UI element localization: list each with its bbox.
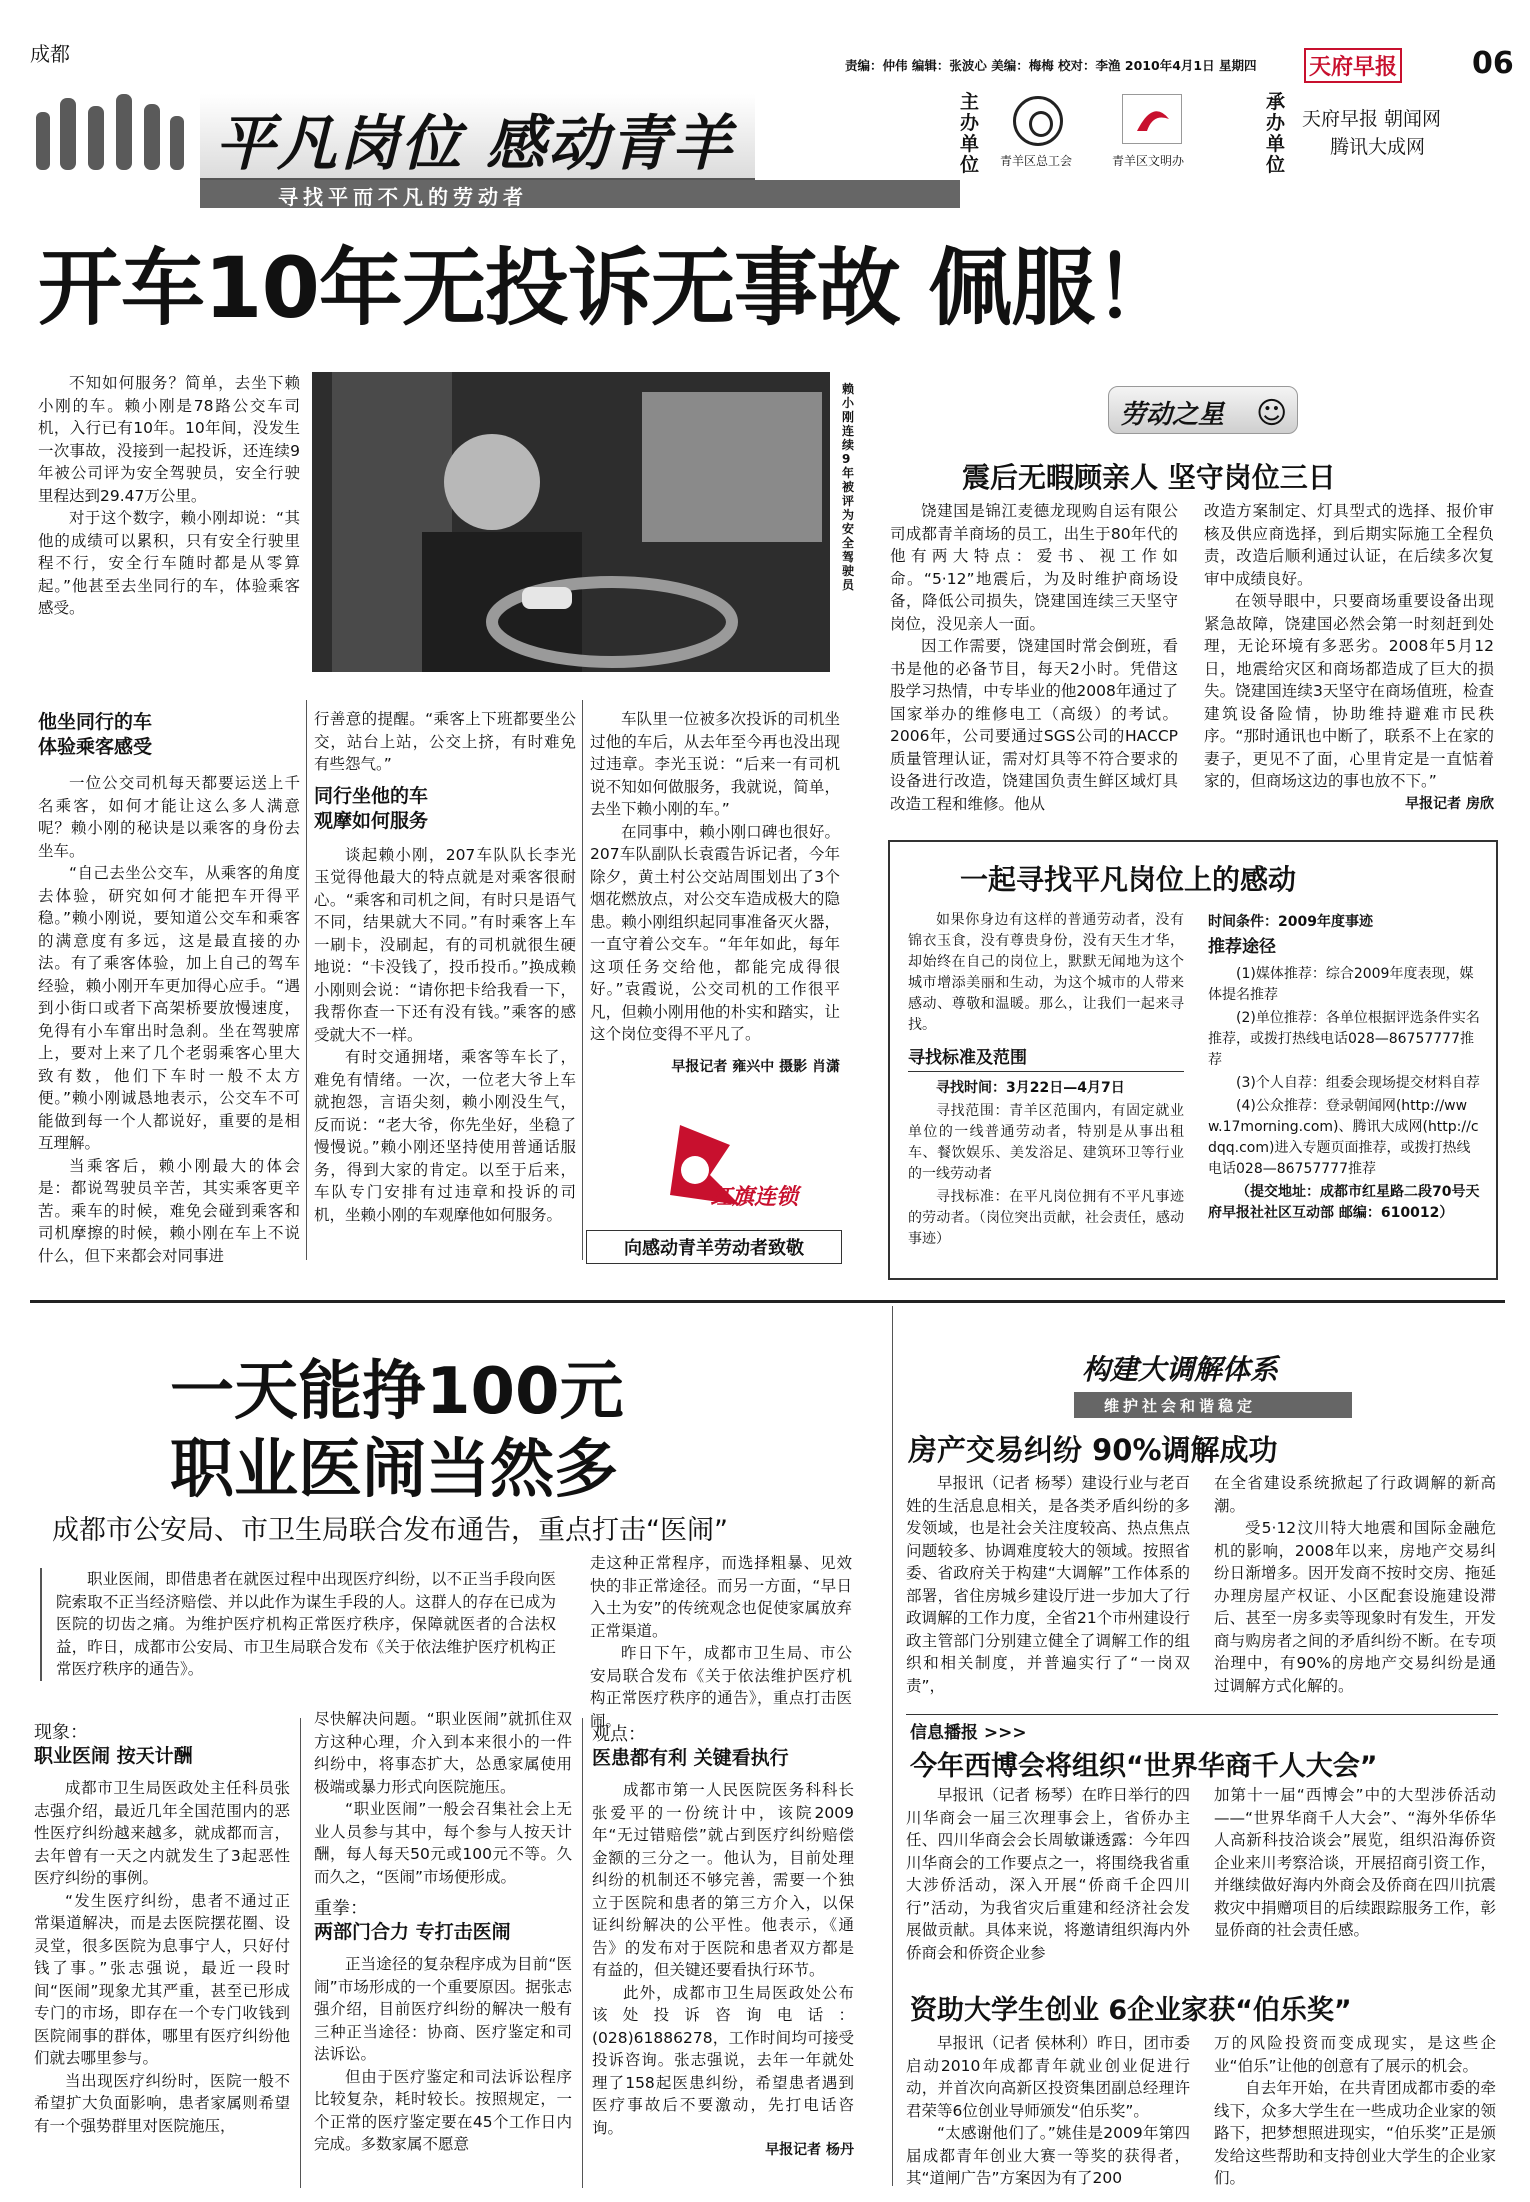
brief-2-para-2: “太感谢他们了。”姚佳是2009年第四届成都青年创业大赛一等奖的获得者，其“道闸广告”方案因为有了200 — [906, 2124, 1190, 2187]
story1-col3 — [590, 708, 840, 1076]
header-editors: 责编：仲伟 编辑：张波心 美编：梅梅 校对：李渔 2010年4月1日 星期四 — [845, 58, 1257, 73]
undertaker-1: 天府早报 朝闻网 — [1302, 108, 1442, 130]
story2-col3 — [592, 1720, 854, 2159]
divider — [582, 700, 583, 1260]
civilization-logo-icon — [1122, 94, 1182, 144]
star-para-1: 饶建国是锦江麦德龙现购自运有限公司成都青羊商场的员工，出生于80年代的他有两大特点：爱书、视工作如命。“5·12”地震后，为及时维护商场设备，降低公司损失，饶建国连续三天坚守岗位，没见亲人一面。 — [890, 502, 1178, 633]
subhead-crackdown: 两部门合力 专打击医闹 — [314, 1921, 511, 1943]
lead-right-2: 昨日下午，成都市卫生局、市公安局联合发布《关于依法维护医疗机构正常医疗秩序的通告》，重点打击医闹。 — [590, 1644, 852, 1730]
brief-1-para-1: 早报讯（记者 杨琴）在昨日举行的四川华商会一届三次理事会上，省侨办主任、四川华商会会长周敏谦透露：今年四川华商会的工作要点之一，将围绕我省重大涉侨活动，深入开展“侨商千企四川行”活动，为我省灾后重建和经济社会发展做贡献。具体来说，将邀请组织海内外侨商会和侨资企业参 — [906, 1786, 1190, 1962]
story1-intro — [38, 372, 300, 620]
search-range: 寻找范围：青羊区范围内，有固定就业单位的一线普通劳动者，特别是从事出租车、餐饮娱乐、美发浴足、建筑环卫等行业的一线劳动者 — [908, 1103, 1184, 1182]
mediate-para-1: 早报讯（记者 杨琴）建设行业与老百姓的生活息息相关，是各类矛盾纠纷的多发领域，也是社会关注度较高、热点焦点问题较多、协调难度较大的领域。按照省委、省政府关于构建“大调解”工作体系的部署，省住房城乡建设厅进一步加大了行政调解的工作力度，全省21个市州建设行政主管部门分别建立健全了调解工作的组织和相关制度，并普遍实行了“一岗双责”， — [906, 1474, 1190, 1695]
search-address: （提交地址：成都市红星路二段70号天府早报社社区互动部 邮编：610012） — [1208, 1184, 1480, 1221]
brief-title-1: 今年西博会将组织“世界华商千人大会” — [910, 1751, 1378, 1782]
brief-2-para-3: 万的风险投资而变成现实，是这些企业“伯乐”让他的创意有了展示的机会。 — [1214, 2034, 1496, 2075]
story2-lead-right — [590, 1552, 852, 1732]
banner-hands-icon — [30, 92, 195, 170]
lead-right-1: 走这种正常程序，而选择粗暴、见效快的非正常途径。而另一方面，“早日入土为安”的传统观念也促使家属放弃正常渠道。 — [590, 1554, 852, 1640]
star-badge-text: 劳动之星 — [1120, 400, 1225, 430]
search-title: 一起寻找平凡岗位上的感动 — [960, 863, 1297, 896]
header-city: 成都 — [30, 42, 70, 66]
brief-2-para-1: 早报讯（记者 侯林利）昨日，团市委启动2010年成都青年就业创业促进行动，并首次向高新区投资集团副总经理许君荣等6位创业导师颁发“伯乐奖”。 — [906, 2034, 1190, 2120]
story2-col1 — [34, 1718, 290, 2137]
brief-divider — [906, 1714, 1498, 1715]
rec-3: (3)个人自荐：组委会现场提交材料自荐 — [1236, 1075, 1480, 1091]
search-intro: 如果你身边有这样的普通劳动者，没有锦衣玉食，没有尊贵身份，没有天生才华，却始终在自己的岗位上，默默无闻地为这个城市增添美丽和生动，为这个城市的人带来感动、尊敬和温暖。那么，让我们一起来寻找。 — [908, 912, 1184, 1033]
search-cond: 时间条件：2009年度事迹 — [1208, 914, 1373, 930]
organizer-1: 青羊区总工会 — [1000, 154, 1073, 168]
intro-para-2: 对于这个数字，赖小刚却说：“其他的成绩可以累积，只有安全行驶里程不行，安全行车随时都是从零算起。”他甚至去坐同行的车，体验乘客感受。 — [38, 509, 300, 617]
intro-para: 不知如何服务？简单，去坐下赖小刚的车。赖小刚是78路公交车司机，入行已有10年。10年间，没发生一次事故，没接到一起投诉，还连续9年被公司评为安全驾驶员，安全行驶里程达到29.47万公里。 — [38, 374, 300, 505]
mediate-sub: 维护社会和谐稳定 — [1104, 1397, 1257, 1415]
undertaker-label: 承办单位 — [1266, 91, 1286, 176]
section-divider — [30, 1300, 1505, 1303]
a-para-2: “发生医疗纠纷，患者不通过正常渠道解决，而是去医院摆花圈、设灵堂，很多医院为息事宁人，只好付钱了事。”张志强说，最近一段时间“医闹”现象尤其严重，甚至已形成专门的市场，即存在一个专门收钱到医院闹事的群体，哪里有医疗纠纷他们就去哪里参与。 — [34, 1891, 290, 2067]
std-head: 寻找标准及范围 — [908, 1046, 1184, 1072]
union-logo-icon — [1013, 96, 1063, 146]
brief-1-left — [906, 1784, 1190, 1964]
brief-1-right — [1214, 1784, 1496, 1942]
brief-title-2: 资助大学生创业 6企业家获“伯乐奖” — [910, 1995, 1352, 2026]
star-para-2: 因工作需要，饶建国时常会倒班，看书是他的必备节目，每天2小时。凭借这股学习热情，中专毕业的他2008年通过了国家举办的维修电工（高级）的考试。2006年，公司要通过SGS公司的HACCP质量管理认证，需对灯具等不符合要求的设备进行改造，饶建国负责生鲜区域灯具改造工程和维修。他从 — [890, 637, 1178, 813]
mediate-title: 房产交易纠纷 90%调解成功 — [908, 1433, 1278, 1467]
brief-2-right — [1214, 2032, 1496, 2190]
story2-col2 — [314, 1708, 572, 2156]
divider — [892, 1306, 893, 2186]
mediate-right — [1214, 1472, 1496, 1697]
rec-head: 推荐途径 — [1208, 937, 1276, 957]
subhead-view: 医患都有利 关键看执行 — [592, 1747, 789, 1769]
rec-4: (4)公众推荐：登录朝闻网(http://www.17morning.com)、腾讯大成网(http://cdqq.com)进入专题页面推荐，或拨打热线电话028—86757777推荐 — [1208, 1098, 1479, 1177]
star-byline: 早报记者 房欣 — [1405, 795, 1494, 812]
story2-lead — [40, 1568, 556, 1681]
c1-para-3: 当乘客后，赖小刚最大的体会是：都说驾驶员辛苦，其实乘客更辛苦。乘车的时候，难免会碰到乘客和司机摩擦的时候，赖小刚在车上不说什么，但下来都会对同事进 — [38, 1156, 300, 1265]
undertaker-2: 腾讯大成网 — [1330, 136, 1426, 158]
mediate-badge: 构建大调解体系 — [1082, 1353, 1279, 1386]
subhead-2: 同行坐他的车 观摩如何服务 — [314, 784, 429, 832]
divider — [582, 1718, 583, 2188]
star-title: 震后无暇顾亲人 坚守岗位三日 — [962, 461, 1336, 494]
brief-2-left — [906, 2032, 1190, 2190]
c3-para-2: 在同事中，赖小刚口碑也很好。207车队副队长袁霞告诉记者，今年除夕，黄土村公交站周围划出了3个烟花燃放点，对公交车造成极大的隐患。赖小刚组织起同事准备灭火器，一直守着公交车。“年年如此，每年这项任务交给他，都能完成得很好。”袁霞说，公交司机的工作很平凡，但赖小刚用他的朴实和踏实，让这个岗位变得不平凡了。 — [590, 822, 840, 1043]
story1-photo — [312, 372, 830, 672]
c2-para-2: 谈起赖小刚，207车队队长李光玉觉得他最大的特点就是对乘客很耐心。“乘客和司机之间，有时只是语气不同，结果就大不同。”有时乘客上车一刷卡，没刷起，有的司机就很生硬地说：“卡没钱了，投币投币。”换成赖小刚则会说：“请你把卡给我看一下，我帮你查一下还有没有钱。”乘客的感受就大不一样。 — [314, 845, 576, 1044]
c2-para-3: 有时交通拥堵，乘客等车长了，难免有情绪。一次，一位老大爷上车就抱怨，言语尖刻，赖小刚没生气，反而说：“老大爷，你先坐好，坐稳了慢慢说。”赖小刚还坚持使用普通话服务，得到大家的肯定。以至于后来，车队专门安排有过违章和投诉的司机，坐赖小刚的车观摩他如何服务。 — [314, 1048, 576, 1224]
organizer-2: 青羊区文明办 — [1112, 154, 1185, 168]
lead-para: 职业医闹，即借患者在就医过程中出现医疗纠纷，以不正当手段向医院索取不正当经济赔偿、并以此作为谋生手段的人。这群人的存在已成为医院的切齿之痛。为维护医疗机构正常医疗秩序，保障就医者的合法权益，昨日，成都市公安局、市卫生局联合发布《关于依法维护医疗机构正常医疗秩序的通告》。 — [56, 1570, 556, 1678]
mediate-para-2: 在全省建设系统掀起了行政调解的新高潮。 — [1214, 1474, 1496, 1515]
subhead-1: 他坐同行的车 体验乘客感受 — [38, 711, 153, 758]
rec-2: (2)单位推荐：各单位根据评选条件实名推荐，或拨打热线电话028—86757777推荐 — [1208, 1010, 1480, 1068]
a-para-1: 成都市卫生局医政处主任科员张志强介绍，最近几年全国范围内的恶性医疗纠纷越来越多，就成都而言，去年曾有一天之内就发生了3起恶性医疗纠纷的事例。 — [34, 1779, 290, 1887]
star-para-3: 改造方案制定、灯具型式的选择、报价审核及供应商选择，到后期实际施工全程负责，改造后顺利通过认证，在后续多次复审中成绩良好。 — [1204, 502, 1494, 588]
page-number: 06 — [1472, 46, 1514, 81]
organizer-label: 主办单位 — [960, 91, 980, 176]
rec-1: (1)媒体推荐：综合2009年度表现，媒体提名推荐 — [1208, 966, 1474, 1003]
banner-subtitle: 寻找平而不凡的劳动者 — [278, 185, 528, 209]
story1-byline: 早报记者 雍兴中 摄影 肖潇 — [671, 1058, 840, 1075]
c3-para-1: 车队里一位被多次投诉的司机坐过他的车后，从去年至今再也没出现过违章。李光玉说：“后来一有司机说不知如何做服务，我就说，简单，去坐下赖小刚的车。” — [590, 710, 840, 818]
story2-deck: 成都市公安局、市卫生局联合发布通告，重点打击“医闹” — [52, 1515, 728, 1546]
banner-title: 平凡岗位 感动青羊 — [215, 109, 734, 179]
divider — [300, 1718, 301, 2188]
search-criteria: 寻找标准：在平凡岗位拥有不平凡事迹的劳动者。（岗位突出贡献，社会责任，感动事迹） — [908, 1189, 1184, 1247]
c2-para-1: 行善意的提醒。“乘客上下班都要坐公交，站台上站，公交上挤，有时难免有些怨气。” — [314, 710, 576, 773]
subhead-phenomenon: 职业医闹 按天计酬 — [34, 1745, 193, 1767]
mediate-left — [906, 1472, 1190, 1697]
star-col-left — [890, 500, 1178, 815]
divider — [306, 700, 307, 1260]
sponsor-box: 向感动青羊劳动者致敬 — [586, 1230, 842, 1264]
story1-col2 — [314, 708, 576, 1226]
hongqi-logo-text: 红旗连锁 — [710, 1185, 799, 1210]
photo-caption: 赖小刚连续9年被评为安全驾驶员 — [842, 382, 855, 592]
c-para-1: 成都市第一人民医院医务科科长张爱平的一份统计中，该院2009年“无过错赔偿”就占到医疗纠纷赔偿金额的三分之一。他认为，目前处理纠纷的机制还不够完善，需要一个独立于医院和患者的第三方介入，以保证纠纷解决的公平性。他表示，《通告》的发布对于医院和患者双方都是有益的，但关键还要看执行环节。 — [592, 1781, 854, 1979]
kicker-1: 现象： — [34, 1722, 88, 1743]
b-para-4: 但由于医疗鉴定和司法诉讼程序比较复杂，耗时较长。按照规定，一个正常的医疗鉴定要在45个工作日内完成。多数家属不愿意 — [314, 2067, 572, 2153]
search-right — [1208, 910, 1480, 1226]
brief-2-para-4: 自去年开始，在共青团成都市委的牵线下，众多大学生在一些成功企业家的领路下，把梦想照进现实，“伯乐奖”正是颁发给这些帮助和支持创业大学生的企业家们。 — [1214, 2079, 1496, 2187]
story2-headline-1: 一天能挣100元 — [170, 1355, 624, 1429]
star-smile-icon: ☺ — [1256, 396, 1288, 431]
brief-1-para-2: 加第十一届“西博会”中的大型涉侨活动——“世界华商千人大会”、“海外华侨华人高新科技洽谈会”展览，组织沿海侨资企业来川考察洽谈，开展招商引资工作，并继续做好海内外商会及侨商在四川抗震救灾中捐赠项目的后续跟踪服务工作，彰显侨商的社会责任感。 — [1214, 1786, 1496, 1939]
story1-col1 — [38, 710, 300, 1267]
b-para-3: 正当途径的复杂程序成为目前“医闹”市场形成的一个重要原因。据张志强介绍，目前医疗纠纷的解决一般有三种正当途径：协商、医疗鉴定和司法诉讼。 — [314, 1955, 572, 2063]
c-para-2: 此外，成都市卫生局医政处公布该处投诉咨询电话：(028)61886278，工作时间均可接受投诉咨询。张志强说，去年一年就处理了158起医患纠纷，希望患者遇到医疗事故后不要激动，先打电话咨询。 — [592, 1983, 854, 2137]
search-left — [908, 910, 1184, 1252]
kicker-3: 观点： — [592, 1724, 646, 1745]
search-time: 寻找时间：3月22日—4月7日 — [936, 1080, 1125, 1096]
b-para-1: 尽快解决问题。“职业医闹”就抓住双方这种心理，介入到本来很小的一件纠纷中，将事态扩大，怂恿家属使用极端或暴力形式向医院施压。 — [314, 1710, 572, 1796]
c1-para-2: “自己去坐公交车，从乘客的角度去体验，研究如何才能把车开得平稳。”赖小刚说，要知道公交车和乘客的满意度有多远，这是最直接的办法。有了乘客体验，加上自己的驾车经验，赖小刚开车更加得心应手。“遇到小街口或者下高架桥要放慢速度，免得有小车窜出时急刹。坐在驾驶席上，要对上来了几个老弱乘客心里大致有数，他们下车时一般不太方便。”赖小刚诚恳地表示，公交车不可能做到每一个人都说好，重要的是相互理解。 — [38, 864, 300, 1152]
brief-label: 信息播报 >>> — [910, 1723, 1027, 1743]
story2-byline: 早报记者 杨丹 — [765, 2142, 854, 2158]
c1-para-1: 一位公交司机每天都要运送上千名乘客，如何才能让这么多人满意呢？赖小刚的秘诀是以乘客的身份去坐车。 — [38, 774, 300, 860]
paper-name: 天府早报 — [1304, 48, 1402, 83]
a-para-3: 当出现医疗纠纷时，医院一般不希望扩大负面影响，患者家属则希望有一个强势群里对医院施压， — [34, 2071, 290, 2135]
star-para-4: 在领导眼中，只要商场重要设备出现紧急故障，饶建国必然会第一时刻赶到处理，无论环境有多恶劣。2008年5月12日，地震给灾区和商场都造成了巨大的损失。饶建国连续3天坚守在商场值班，检查建筑设备险情，协助维持避难市民秩序。“那时通讯也中断了，联系不上在家的妻子，更见不了面，心里肯定是一直惦着家的，但商场这边的事也放不下。” — [1204, 592, 1494, 790]
mediate-para-3: 受5·12汶川特大地震和国际金融危机的影响，2008年以来，房地产交易纠纷日渐增多。因开发商不按时交房、拖延办理房屋产权证、小区配套设施建设滞后、甚至一房多卖等现象时有发生，开发商与购房者之间的矛盾纠纷不断。在专项治理中，有90%的房地产交易纠纷是通过调解方式化解的。 — [1214, 1519, 1496, 1695]
story2-headline-2: 职业医闹当然多 — [170, 1433, 618, 1507]
kicker-2: 重拳： — [314, 1898, 368, 1919]
star-col-right — [1204, 500, 1494, 813]
b-para-2: “职业医闹”一般会召集社会上无业人员参与其中，每个参与人按天计酬，每人每天50元或100元不等。久而久之，“医闹”市场便形成。 — [314, 1800, 572, 1886]
story1-headline: 开车10年无投诉无事故 佩服！ — [38, 239, 1178, 337]
